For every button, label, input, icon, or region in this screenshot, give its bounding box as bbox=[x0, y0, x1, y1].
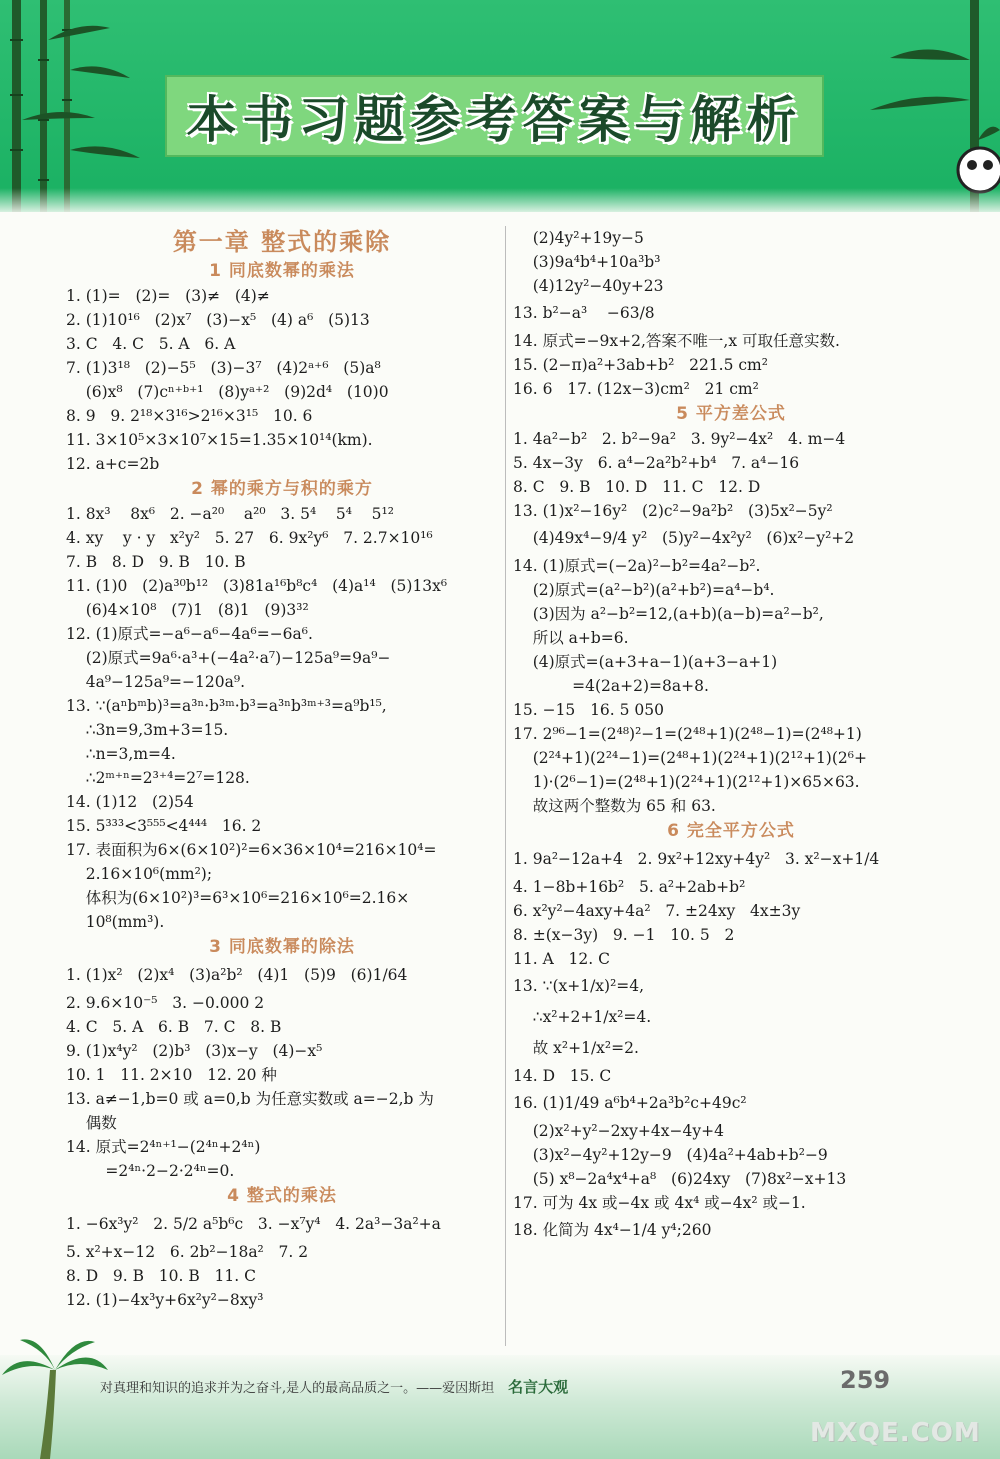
answer-line: (2)原式=9a⁶·a³+(−4a²·a⁷)−125a⁹=9a⁹− bbox=[66, 649, 391, 667]
answer-line: (2)原式=(a²−b²)(a²+b²)=a⁴−b⁴. bbox=[513, 581, 775, 599]
palm-tree-icon bbox=[0, 1330, 110, 1459]
header-banner bbox=[0, 0, 1000, 212]
answer-line: ∴3n=9,3m+3=15. bbox=[66, 721, 229, 739]
answer-line: 13. a≠−1,b=0 或 a=0,b 为任意实数或 a=−2,b 为 bbox=[66, 1090, 434, 1108]
page-number: 259 bbox=[840, 1366, 891, 1394]
header-wave bbox=[0, 188, 1000, 212]
bamboo-left-icon bbox=[0, 0, 170, 212]
answer-line: 1. 8x³ 8x⁶ 2. −a²⁰ a²⁰ 3. 5⁴ 5⁴ 5¹² bbox=[66, 505, 394, 523]
answer-line: 8. ±(x−3y) 9. −1 10. 5 2 bbox=[513, 926, 735, 944]
answer-line: 4. xy y · y x²y² 5. 27 6. 9x²y⁶ 7. 2.7×10¹⁶ bbox=[66, 529, 433, 547]
answer-line: 5. x²+x−12 6. 2b²−18a² 7. 2 bbox=[66, 1243, 309, 1261]
answer-line: 2. (1)10¹⁶ (2)x⁷ (3)−x⁵ (4) a⁶ (5)13 bbox=[66, 311, 370, 329]
panda-icon bbox=[958, 148, 1000, 192]
answer-line: 15. (2−π)a²+3ab+b² 221.5 cm² bbox=[513, 356, 768, 374]
answer-line: 17. 可为 4x 或−4x 或 4x⁴ 或−4x² 或−1. bbox=[513, 1194, 806, 1212]
answer-line: 10. 1 11. 2×10 12. 20 种 bbox=[66, 1066, 277, 1084]
answer-line: 所以 a+b=6. bbox=[513, 629, 629, 647]
answer-line: 14. 原式=2⁴ⁿ⁺¹−(2⁴ⁿ+2⁴ⁿ) bbox=[66, 1138, 261, 1156]
section-heading: 2 幂的乘方与积的乘方 bbox=[191, 479, 373, 499]
answer-line: (4)原式=(a+3+a−1)(a+3−a+1) bbox=[513, 653, 778, 671]
answer-line: 17. 2⁹⁶−1=(2⁴⁸)²−1=(2⁴⁸+1)(2⁴⁸−1)=(2⁴⁸+1) bbox=[513, 725, 862, 743]
answer-line: 8. 9 9. 2¹⁸×3¹⁶>2¹⁶×3¹⁵ 10. 6 bbox=[66, 407, 313, 425]
answer-line: 12. (1)原式=−a⁶−a⁶−4a⁶=−6a⁶. bbox=[66, 625, 313, 643]
answer-line: (2)x²+y²−2xy+4x−4y+4 bbox=[513, 1122, 724, 1140]
answer-line: 1. −6x³y² 2. 5/2 a⁵b⁶c 3. −x⁷y⁴ 4. 2a³−3a²+a bbox=[66, 1215, 441, 1233]
section-heading: 4 整式的乘法 bbox=[227, 1186, 337, 1206]
answer-line: =4(2a+2)=8a+8. bbox=[513, 677, 709, 695]
answer-line: 13. b²−a³ −63/8 bbox=[513, 304, 655, 322]
answer-line: 14. (1)原式=(−2a)²−b²=4a²−b². bbox=[513, 557, 761, 575]
answer-line: (2)4y²+19y−5 bbox=[513, 229, 644, 247]
section-heading: 5 平方差公式 bbox=[676, 404, 786, 424]
answer-line: 1. (1)= (2)= (3)≠ (4)≠ bbox=[66, 287, 270, 305]
footer-quote-bar bbox=[100, 1372, 880, 1400]
answer-line: 12. a+c=2b bbox=[66, 455, 160, 473]
answer-line: 8. C 9. B 10. D 11. C 12. D bbox=[513, 478, 761, 496]
answer-line: 偶数 bbox=[66, 1114, 117, 1132]
answer-line: 16. (1)1/49 a⁶b⁴+2a³b²c+49c² bbox=[513, 1094, 747, 1112]
answer-line: 7. B 8. D 9. B 10. B bbox=[66, 553, 246, 571]
answer-line: 17. 表面积为6×(6×10²)²=6×36×10⁴=216×10⁴= bbox=[66, 841, 437, 859]
answer-line: 故这两个整数为 65 和 63. bbox=[513, 797, 716, 815]
answer-line: 4a⁹−125a⁹=−120a⁹. bbox=[66, 673, 245, 691]
title-box bbox=[165, 75, 824, 157]
answer-line: (3)x²−4y²+12y−9 (4)4a²+4ab+b²−9 bbox=[513, 1146, 828, 1164]
answer-line: 5. 4x−3y 6. a⁴−2a²b²+b⁴ 7. a⁴−16 bbox=[513, 454, 800, 472]
answer-line: (3)9a⁴b⁴+10a³b³ bbox=[513, 253, 661, 271]
answer-line: 4. C 5. A 6. B 7. C 8. B bbox=[66, 1018, 282, 1036]
answer-line: ∴2ᵐ⁺ⁿ=2³⁺⁴=2⁷=128. bbox=[66, 769, 250, 787]
bamboo-right-icon bbox=[840, 0, 1000, 212]
answer-line: 1. 9a²−12a+4 2. 9x²+12xy+4y² 3. x²−x+1/4 bbox=[513, 850, 880, 868]
right-column bbox=[513, 226, 949, 1246]
answer-line: 体积为(6×10²)³=6³×10⁶=216×10⁶=2.16× bbox=[66, 889, 410, 907]
answer-line: 8. D 9. B 10. B 11. C bbox=[66, 1267, 256, 1285]
answer-line: 11. 3×10⁵×3×10⁷×15=1.35×10¹⁴(km). bbox=[66, 431, 373, 449]
answer-line: (6)4×10⁸ (7)1 (8)1 (9)3³² bbox=[66, 601, 309, 619]
answer-line: 18. 化简为 4x⁴−1/4 y⁴;260 bbox=[513, 1221, 712, 1239]
answer-line: (2²⁴+1)(2²⁴−1)=(2⁴⁸+1)(2²⁴+1)(2¹²+1)(2⁶+ bbox=[513, 749, 867, 767]
answer-line: 1)·(2⁶−1)=(2⁴⁸+1)(2²⁴+1)(2¹²+1)×65×63. bbox=[513, 773, 860, 791]
answer-line: (4)12y²−40y+23 bbox=[513, 277, 664, 295]
answer-line: (6)x⁸ (7)cⁿ⁺ᵇ⁺¹ (8)yᵃ⁺² (9)2d⁴ (10)0 bbox=[66, 383, 389, 401]
answer-line: (4)49x⁴−9/4 y² (5)y²−4x²y² (6)x²−y²+2 bbox=[513, 529, 855, 547]
section-heading: 1 同底数幂的乘法 bbox=[209, 261, 355, 281]
answer-line: 13. ∵(aⁿbᵐb)³=a³ⁿ·b³ᵐ·b³=a³ⁿb³ᵐ⁺³=a⁹b¹⁵, bbox=[66, 697, 387, 715]
answer-line: 6. x²y²−4axy+4a² 7. ±24xy 4x±3y bbox=[513, 902, 801, 920]
footer-quote: 对真理和知识的追求并为之奋斗,是人的最高品质之一。——爱因斯坦 bbox=[100, 1380, 495, 1396]
answer-line: ∴x²+2+1/x²=4. bbox=[513, 1008, 652, 1026]
answer-line: 3. C 4. C 5. A 6. A bbox=[66, 335, 236, 353]
answer-line: 11. (1)0 (2)a³⁰b¹² (3)81a¹⁶b⁸c⁴ (4)a¹⁴ (5)13x⁶ bbox=[66, 577, 448, 595]
answer-line: =2⁴ⁿ·2−2·2⁴ⁿ=0. bbox=[66, 1162, 235, 1180]
answer-line: 12. (1)−4x³y+6x²y²−8xy³ bbox=[66, 1291, 264, 1309]
answer-line: 4. 1−8b+16b² 5. a²+2ab+b² bbox=[513, 878, 746, 896]
answer-line: 11. A 12. C bbox=[513, 950, 610, 968]
answer-line: 15. 5³³³<3⁵⁵⁵<4⁴⁴⁴ 16. 2 bbox=[66, 817, 262, 835]
footer-brand: 名言大观 bbox=[508, 1377, 569, 1396]
page-title: 本书习题参考答案与解析 bbox=[186, 91, 803, 149]
answer-line: 13. ∵(x+1/x)²=4, bbox=[513, 977, 645, 995]
answer-line: (3)因为 a²−b²=12,(a+b)(a−b)=a²−b², bbox=[513, 605, 824, 623]
chapter-heading: 第一章 整式的乘除 bbox=[172, 228, 392, 256]
answer-line: 1. 4a²−b² 2. b²−9a² 3. 9y²−4x² 4. m−4 bbox=[513, 430, 846, 448]
left-column bbox=[66, 226, 498, 1312]
watermark: MXQE.COM bbox=[810, 1418, 981, 1448]
answer-line: 10⁸(mm³). bbox=[66, 913, 165, 931]
answer-line: 2.16×10⁶(mm²); bbox=[66, 865, 213, 883]
answer-line: 13. (1)x²−16y² (2)c²−9a²b² (3)5x²−5y² bbox=[513, 502, 833, 520]
answer-line: 1. (1)x² (2)x⁴ (3)a²b² (4)1 (5)9 (6)1/64 bbox=[66, 966, 408, 984]
answer-line: 故 x²+1/x²=2. bbox=[513, 1039, 639, 1057]
answer-line: 7. (1)3¹⁸ (2)−5⁵ (3)−3⁷ (4)2ᵃ⁺⁶ (5)a⁸ bbox=[66, 359, 381, 377]
answer-line: 9. (1)x⁴y² (2)b³ (3)x−y (4)−x⁵ bbox=[66, 1042, 323, 1060]
answer-line: 14. (1)12 (2)54 bbox=[66, 793, 194, 811]
answer-content bbox=[0, 226, 1000, 1366]
section-heading: 6 完全平方公式 bbox=[667, 821, 795, 841]
section-heading: 3 同底数幂的除法 bbox=[209, 937, 355, 957]
answer-line: ∴n=3,m=4. bbox=[66, 745, 176, 763]
answer-line: 15. −15 16. 5 050 bbox=[513, 701, 665, 719]
answer-line: 2. 9.6×10⁻⁵ 3. −0.000 2 bbox=[66, 994, 265, 1012]
answer-line: 14. D 15. C bbox=[513, 1067, 612, 1085]
answer-line: (5) x⁸−2a⁴x⁴+a⁸ (6)24xy (7)8x²−x+13 bbox=[513, 1170, 847, 1188]
answer-line: 16. 6 17. (12x−3)cm² 21 cm² bbox=[513, 380, 759, 398]
answer-line: 14. 原式=−9x+2,答案不唯一,x 可取任意实数. bbox=[513, 332, 840, 350]
